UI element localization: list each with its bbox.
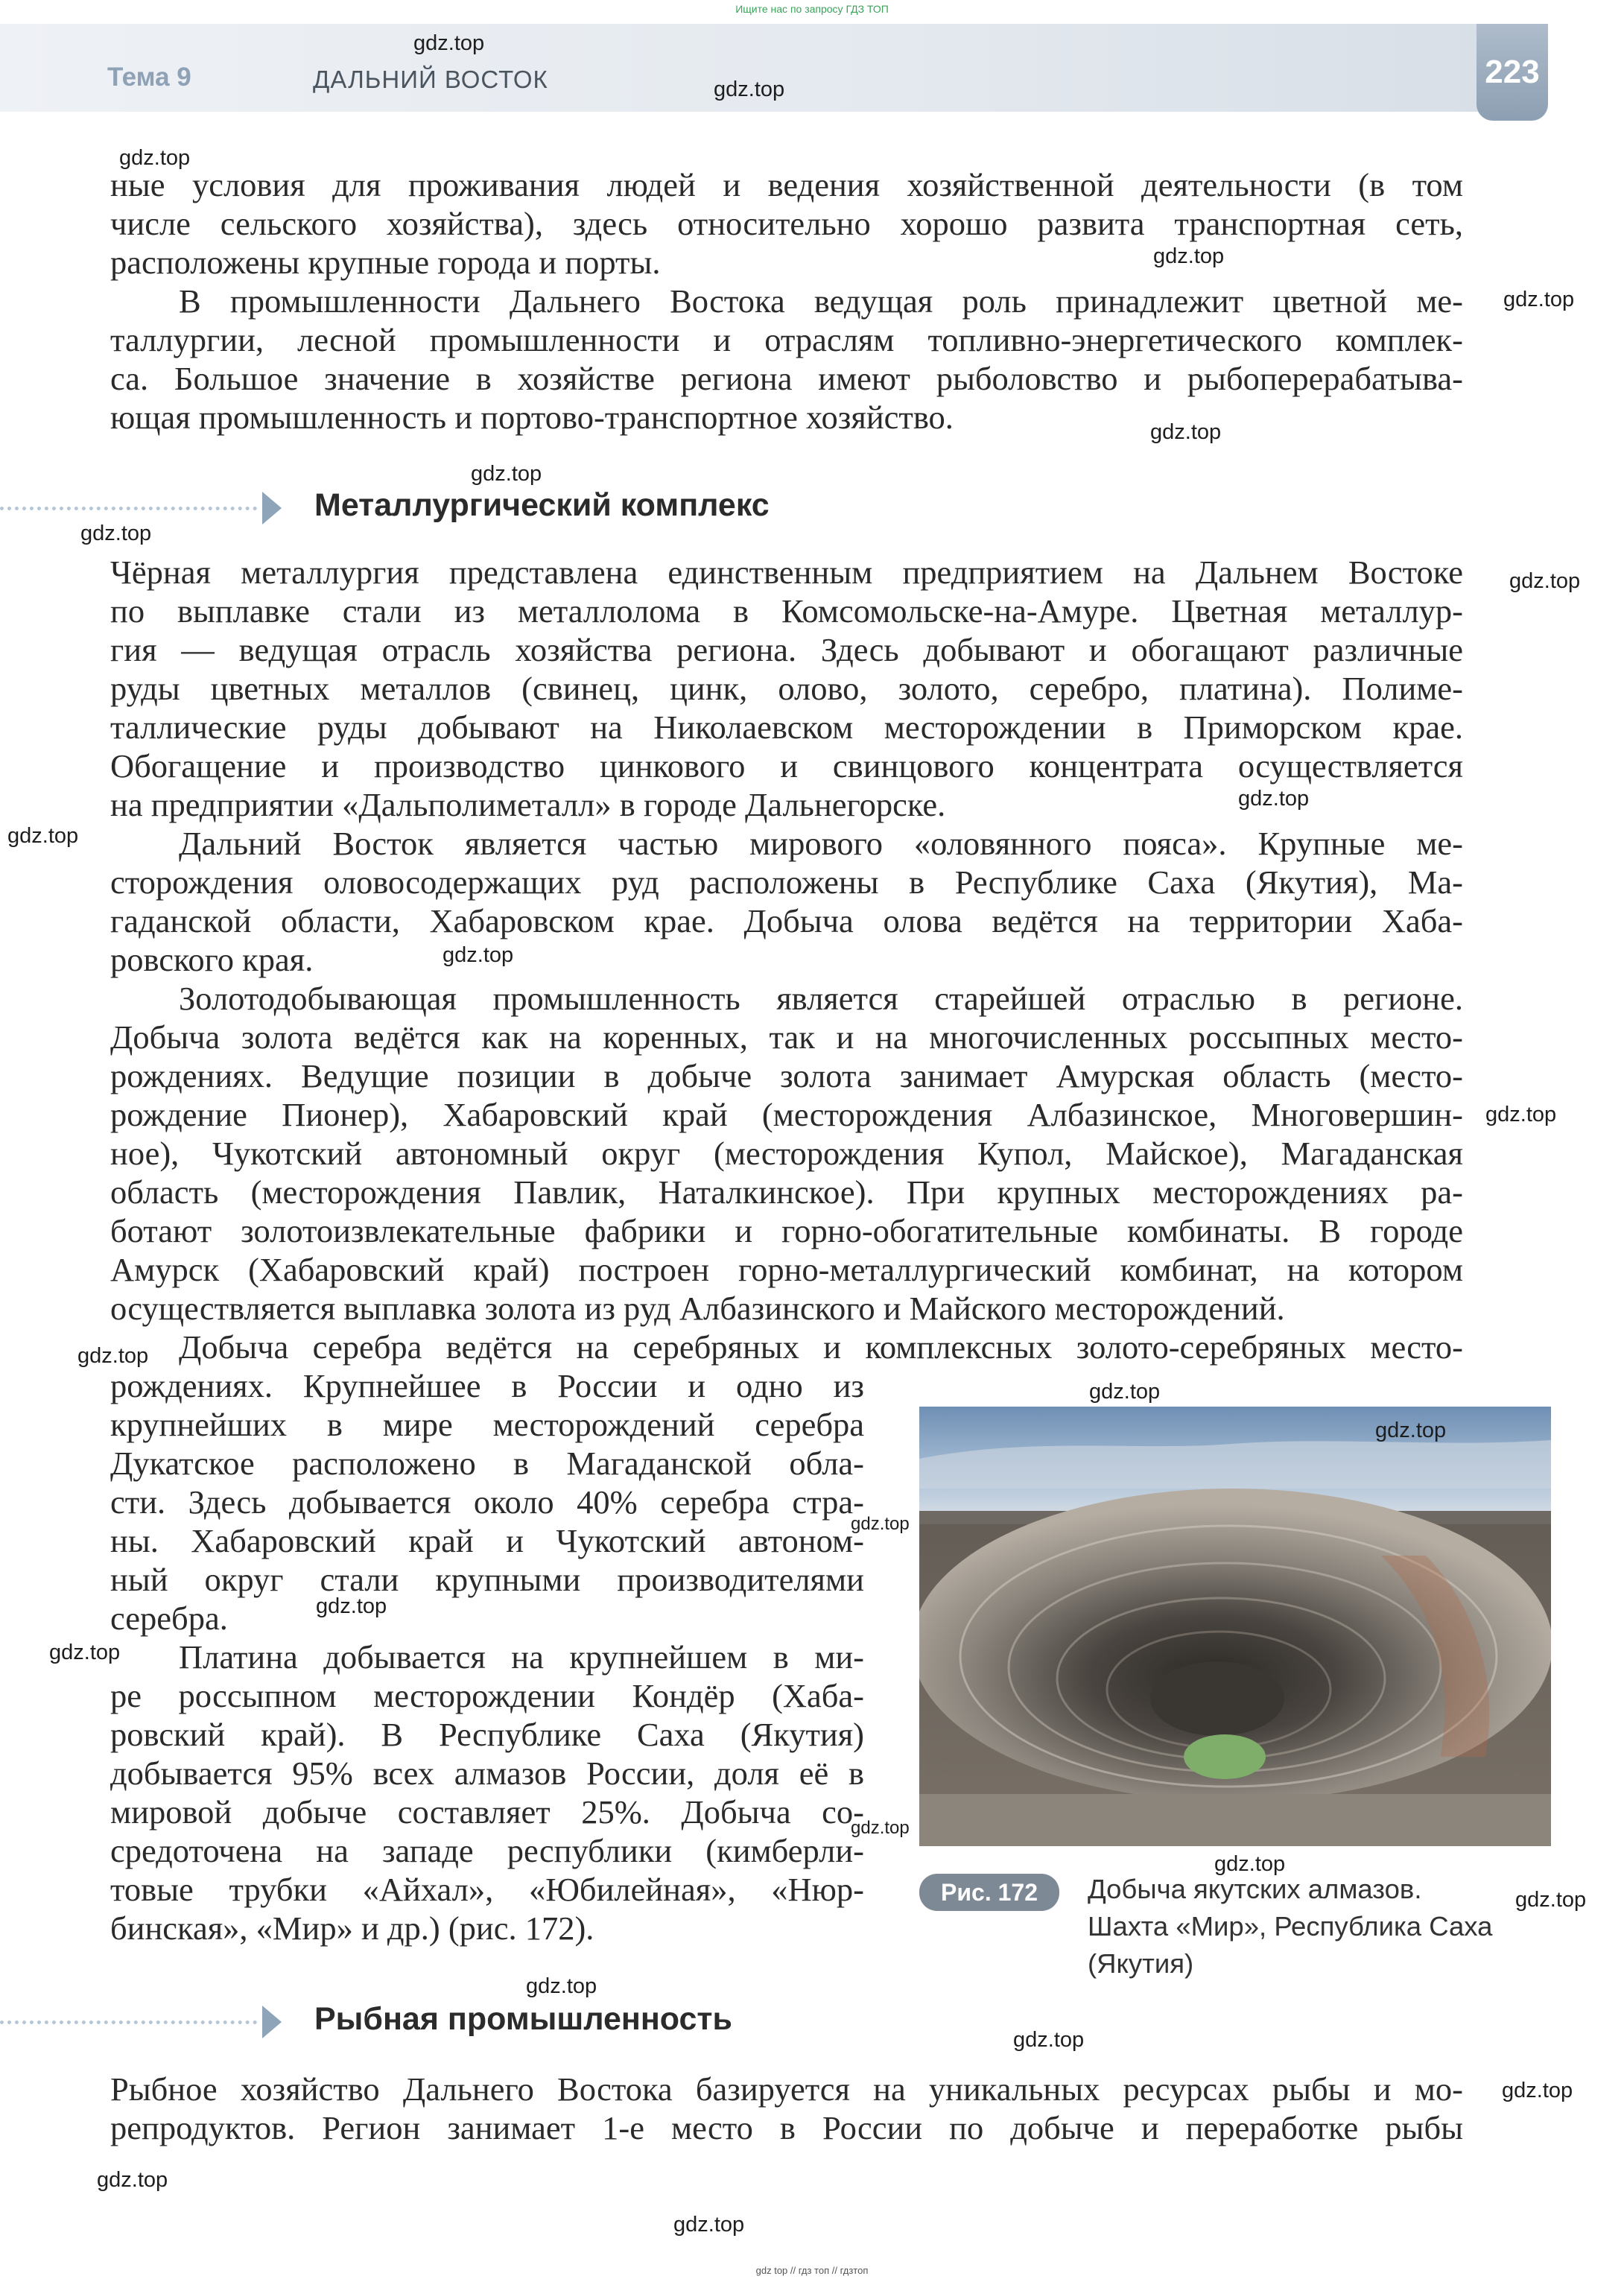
heading-text: Рыбная промышленность <box>314 2001 732 2037</box>
text-line: мировой добыче составляет 25%. Добыча со- <box>110 1793 864 1831</box>
text-line: ющая промышленность и портово-транспортное хозяйство. <box>110 399 954 436</box>
watermark: gdz.top <box>1503 288 1575 311</box>
text-line: средоточена на западе республики (кимберли- <box>110 1832 864 1869</box>
text-line: Добыча серебра ведётся на серебряных и комплексных золото-серебряных место- <box>179 1328 1463 1366</box>
figure-caption-line: (Якутия) <box>1088 1948 1194 1979</box>
text-line: гия — ведущая отрасль хозяйства региона. Здесь добывают и обогащают различные <box>110 631 1463 668</box>
figure-caption-line: Шахта «Мир», Республика Саха <box>1088 1911 1493 1942</box>
text-line: репродуктов. Регион занимает 1-е место в России по добыче и переработке рыбы <box>110 2109 1463 2146</box>
text-line: осуществляется выплавка золота из руд Албазинского и Майского месторождений. <box>110 1290 1285 1327</box>
text-line: Дальний Восток является частью мирового «оловянного пояса». Крупные ме- <box>179 825 1463 862</box>
watermark: gdz.top <box>1515 1888 1587 1912</box>
watermark: gdz.top <box>526 1974 597 1998</box>
watermark: gdz.top <box>1089 1380 1161 1404</box>
text-line: В промышленности Дальнего Востока ведущая роль принадлежит цветной ме- <box>179 282 1463 320</box>
watermark: gdz.top <box>413 31 485 55</box>
watermark: gdz.top <box>119 146 191 170</box>
mine-photo <box>919 1407 1551 1846</box>
text-line: область (месторождения Павлик, Наталкинское). При крупных месторождениях ра- <box>110 1173 1463 1211</box>
text-line: ные условия для проживания людей и ведения хозяйственной деятельности (в том <box>110 166 1463 203</box>
watermark: gdz.top <box>1509 569 1581 593</box>
text-line: Платина добывается на крупнейшем в ми- <box>179 1638 864 1676</box>
watermark: gdz.top <box>1214 1852 1286 1876</box>
page-number: 223 <box>1485 54 1540 90</box>
watermark: gdz.top <box>1375 1419 1447 1442</box>
text-line: Амурск (Хабаровский край) построен горно-металлургический комбинат, на котором <box>110 1251 1463 1288</box>
text-line: гаданской области, Хабаровском крае. Добыча олова ведётся на территории Хаба- <box>110 902 1463 939</box>
text-line: числе сельского хозяйства), здесь относительно хорошо развита транспортная сеть, <box>110 205 1463 242</box>
text-line: серебра. <box>110 1600 228 1637</box>
text-line: Золотодобывающая промышленность является старейшей отраслью в регионе. <box>179 980 1463 1017</box>
theme-label: Тема 9 <box>107 63 191 92</box>
watermark: gdz.top <box>714 77 785 101</box>
text-line: по выплавке стали из металлолома в Комсомольске-на-Амуре. Цветная металлур- <box>110 592 1463 630</box>
watermark: gdz.top <box>1238 787 1310 811</box>
heading-dotted-line <box>0 2020 257 2024</box>
text-line: ный округ стали крупными производителями <box>110 1561 864 1598</box>
text-line: расположены крупные города и порты. <box>110 244 661 281</box>
text-line: товые трубки «Айхал», «Юбилейная», «Нюр- <box>110 1871 864 1908</box>
text-line: на предприятии «Дальполиметалл» в городе Дальнегорске. <box>110 786 946 823</box>
text-line: Обогащение и производство цинкового и свинцового концентрата осуществляется <box>110 747 1463 785</box>
text-line: Рыбное хозяйство Дальнего Востока базируется на уникальных ресурсах рыбы и мо- <box>110 2070 1463 2108</box>
heading-text: Металлургический комплекс <box>314 487 770 523</box>
heading-arrow-icon <box>262 492 282 524</box>
watermark: gdz.top <box>471 462 542 486</box>
section-heading-fishing <box>0 1998 894 2043</box>
watermark: gdz.top <box>1485 1103 1557 1126</box>
text-line: добывается 95% всех алмазов России, доля её в <box>110 1755 864 1792</box>
text-line: ре россыпном месторождении Кондёр (Хаба- <box>110 1677 864 1714</box>
watermark: gdz.top <box>77 1344 149 1368</box>
heading-dotted-line <box>0 507 257 510</box>
top-search-note: Ищите нас по запросу ГДЗ ТОП <box>735 3 889 15</box>
text-line: ны. Хабаровский край и Чукотский автоном- <box>110 1522 864 1559</box>
text-line: сторождения оловосодержащих руд расположены в Республике Саха (Якутия), Ма- <box>110 863 1463 901</box>
heading-arrow-icon <box>262 2006 282 2038</box>
footer-note: gdz top // гдз топ // гдзтоп <box>755 2265 869 2276</box>
watermark: gdz.top <box>97 2168 168 2192</box>
text-line: Дукатское расположено в Магаданской обла- <box>110 1445 864 1482</box>
text-line: руды цветных металлов (свинец, цинк, олово, золото, серебро, платина). Полиме- <box>110 670 1463 707</box>
text-line: рождениях. Ведущие позиции в добыче золота занимает Амурская область (место- <box>110 1057 1463 1094</box>
text-line: бинская», «Мир» и др.) (рис. 172). <box>110 1909 594 1947</box>
text-line: ровский край). В Республике Саха (Якутия) <box>110 1716 864 1753</box>
text-line: ровского края. <box>110 941 314 978</box>
watermark: gdz.top <box>851 1514 910 1534</box>
text-line: сти. Здесь добывается около 40% серебра стра- <box>110 1483 864 1521</box>
text-line: ботают золотоизвлекательные фабрики и горно-обогатительные комбинаты. В городе <box>110 1212 1463 1249</box>
watermark: gdz.top <box>443 943 514 967</box>
watermark: gdz.top <box>49 1641 121 1664</box>
text-line: Чёрная металлургия представлена единственным предприятием на Дальнем Востоке <box>110 554 1463 591</box>
watermark: gdz.top <box>7 824 79 848</box>
text-line: крупнейших в мире месторождений серебра <box>110 1406 864 1443</box>
text-line: са. Большое значение в хозяйстве региона имеют рыболовство и рыбоперерабатыва- <box>110 360 1463 397</box>
text-line: ное), Чукотский автономный округ (месторождения Купол, Майское), Магаданская <box>110 1135 1463 1172</box>
text-line: рождение Пионер), Хабаровский край (месторождения Албазинское, Многовершин- <box>110 1096 1463 1133</box>
text-line: Добыча золота ведётся как на коренных, так и на многочисленных россыпных место- <box>110 1018 1463 1056</box>
figure-label-badge: Рис. 172 <box>919 1874 1059 1911</box>
figure-caption-line: Добыча якутских алмазов. <box>1088 1874 1422 1904</box>
watermark: gdz.top <box>316 1594 387 1618</box>
text-line: таллургии, лесной промышленности и отраслям топливно-энергетического комплек- <box>110 321 1463 358</box>
mine-photo-illustration <box>919 1407 1551 1846</box>
text-line: рождениях. Крупнейшее в России и одно из <box>110 1367 864 1404</box>
section-title: ДАЛЬНИЙ ВОСТОК <box>313 66 548 93</box>
text-line: таллические руды добывают на Николаевском месторождении в Приморском крае. <box>110 709 1463 746</box>
watermark: gdz.top <box>673 2213 745 2237</box>
watermark: gdz.top <box>1150 420 1222 444</box>
watermark: gdz.top <box>1153 244 1225 268</box>
watermark: gdz.top <box>1502 2079 1573 2102</box>
watermark: gdz.top <box>851 1818 910 1838</box>
watermark: gdz.top <box>80 522 152 545</box>
watermark: gdz.top <box>1013 2028 1085 2052</box>
